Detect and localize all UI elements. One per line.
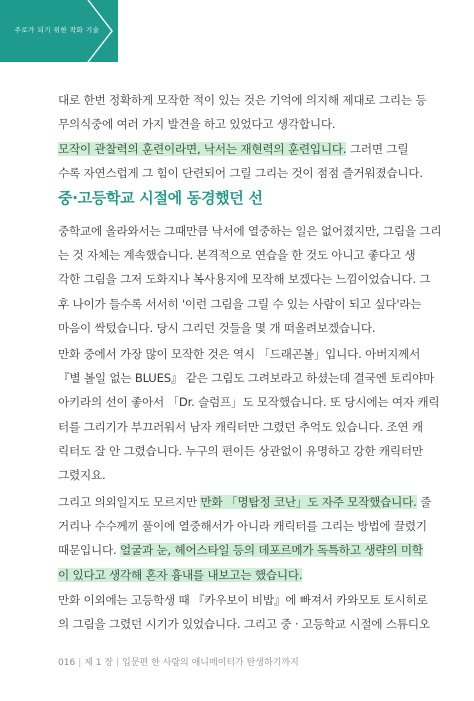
highlighted-text: 모작이 관찰력의 훈련이라면, 낙서는 재현력의 훈련입니다. [58, 142, 347, 156]
paragraph [58, 88, 428, 136]
chapter-tab [0, 0, 118, 62]
page-number: 016 [58, 658, 76, 668]
text-line [58, 463, 428, 487]
text-segment: 터를 그리기가 부끄러워서 남자 캐릭터만 그렸던 추억도 있습니다. 조연 캐 [58, 419, 423, 434]
text-line [58, 161, 428, 185]
highlighted-text: 만화 「명탐정 코난」도 자주 모작했습니다. [200, 495, 417, 509]
text-line [58, 88, 428, 112]
text-line [58, 267, 431, 291]
text-line [58, 439, 428, 463]
text-line [58, 612, 428, 636]
paragraph [58, 342, 440, 487]
book-title: 한 사람의 애니메이터가 탄생하기까지 [151, 658, 299, 668]
paragraph [58, 588, 428, 636]
text-segment: 거리나 수수께끼 풀이에 열중해서가 아니라 캐릭터를 그리는 방법에 끌렸기 [58, 519, 427, 534]
paragraph [58, 219, 442, 340]
text-segment: 각한 그림을 그저 도화지나 복사용지에 모작해 보겠다는 느낌이었습니다. 그 [58, 272, 431, 287]
text-segment: 『별 볼일 없는 BLUES』 같은 그림도 그려보라고 하셨는데 결국엔 토리야마 [58, 371, 435, 386]
text-line [58, 415, 428, 439]
text-segment: 수록 자연스럽게 그 힘이 단련되어 그릴 그리는 것이 점점 즐거워졌습니다. [58, 166, 423, 181]
text-segment: 줄 [416, 495, 432, 509]
text-segment: 중학교에 올라와서는 그때만큼 낙서에 열중하는 일은 없어졌지만, 그림을 그리 [58, 224, 442, 238]
text-segment: 는 것 자체는 계속했습니다. 본격적으로 연습을 한 것도 아니고 좋다고 생 [58, 248, 416, 263]
text-line [58, 538, 428, 562]
section-title: 중·고등학교 시절에 동경했던 선 [58, 189, 263, 207]
chapter-tab-label: 주로가 되기 위한 작화 기술 [14, 26, 100, 34]
text-line [58, 563, 428, 587]
author-label: 입문편 [122, 658, 149, 668]
text-segment: 그렸지요. [58, 468, 106, 483]
text-line [58, 112, 428, 136]
paragraph [58, 490, 432, 587]
text-line [58, 292, 428, 316]
text-segment: 대로 한번 정확하게 모작한 적이 있는 것은 기억에 의지해 제대로 그리는 등 [58, 93, 427, 107]
text-line [58, 490, 432, 514]
text-line [58, 390, 440, 414]
text-segment: 의 그림을 그렸던 시기가 있었습니다. 그리고 중 · 고등학교 시절에 스튜디오 [58, 617, 430, 632]
text-line [58, 514, 428, 538]
chapter-label: 제 1 장 [84, 658, 114, 668]
text-segment: 무의식중에 여러 가지 발견을 하고 있었다고 생각합니다. [58, 117, 336, 132]
highlighted-text: 이 있다고 생각해 혼자 흉내를 내보고는 했습니다. [58, 567, 303, 582]
text-line [58, 316, 428, 340]
text-segment: 마음이 싹텄습니다. 당시 그리던 것들을 몇 개 떠올려보겠습니다. [58, 320, 376, 335]
text-segment: 때문입니다. [58, 543, 120, 558]
text-segment: 그러면 그릴 [346, 142, 409, 156]
text-line [58, 366, 435, 390]
text-line [58, 137, 428, 161]
text-segment: 만화 중에서 가장 많이 모작한 것은 역시 「드래곤볼」입니다. 아버지께서 [58, 347, 421, 361]
text-segment: 후 나이가 들수록 서서히 '이런 그림을 그릴 수 있는 사람이 되고 싶다'라는 [58, 296, 422, 311]
text-line [58, 219, 442, 243]
text-segment: 만화 이외에는 고등학생 때 『카우보이 비밥』에 빠져서 카와모토 토시히로 [58, 593, 428, 607]
text-segment: 그리고 의외일지도 모르지만 [58, 495, 201, 509]
text-segment: 아키라의 선이 좋아서 「Dr. 슬럼프」도 모작했습니다. 또 당시에는 여자 캐릭 [58, 395, 440, 410]
paragraph [58, 137, 428, 185]
text-line [58, 588, 428, 612]
page-footer: 016 | 제 1 장 | 입문편 한 사람의 애니메이터가 탄생하기까지 [58, 658, 299, 668]
text-line [58, 243, 428, 267]
highlighted-text: 얼굴과 눈, 헤어스타일 등의 데포르메가 독특하고 생략의 미학 [119, 543, 423, 558]
text-segment: 릭터도 잘 안 그렸습니다. 누구의 편이든 상관없이 유명하고 강한 캐릭터만 [58, 443, 423, 458]
text-line [58, 342, 428, 366]
